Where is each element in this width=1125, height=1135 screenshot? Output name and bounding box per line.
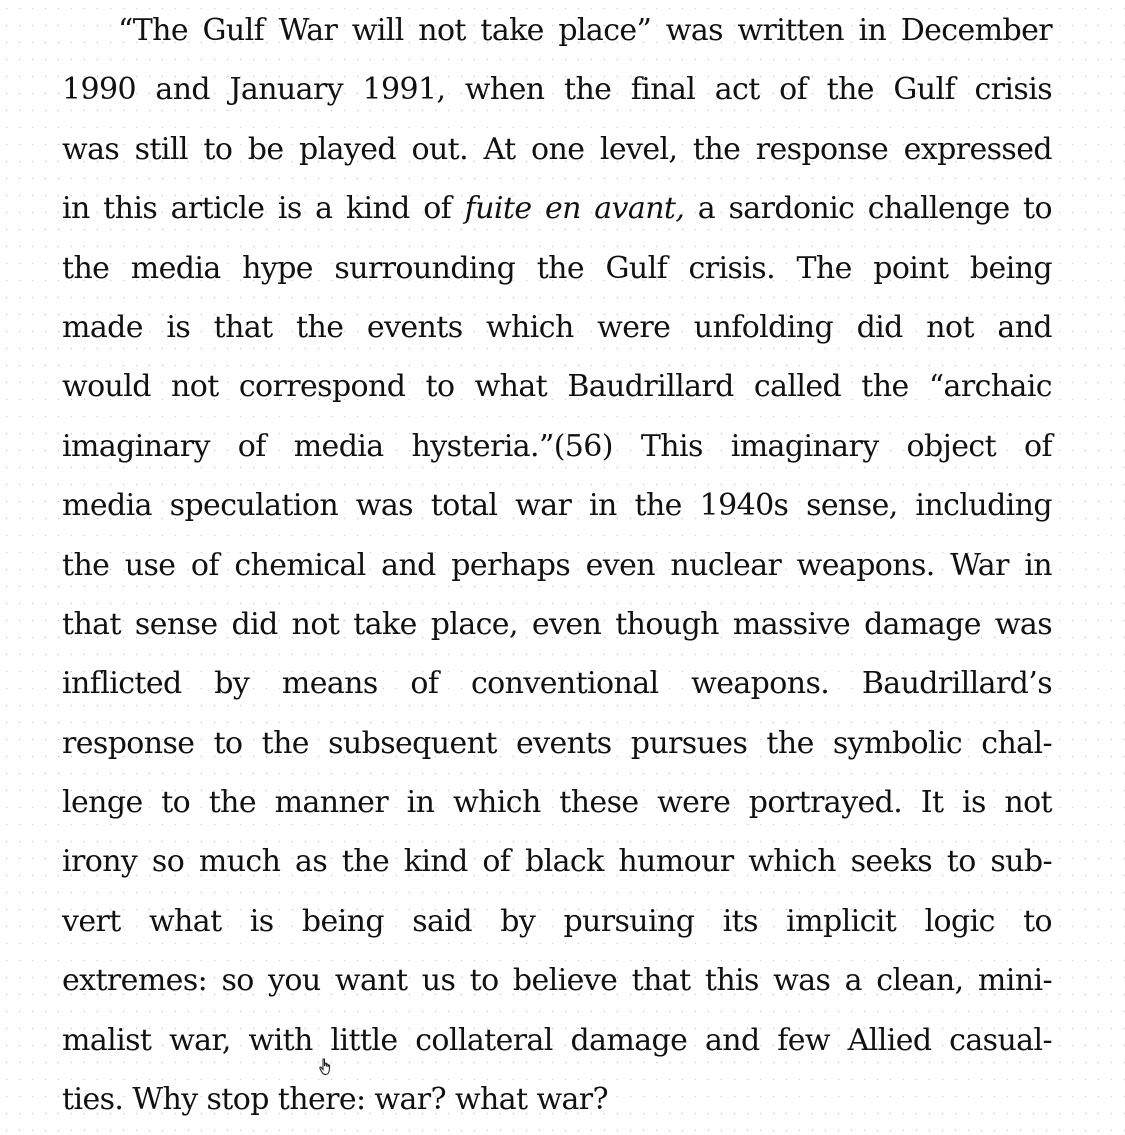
text-line: media speculation was total war in the 1940s sense, including <box>62 488 1052 524</box>
text-line: would not correspond to what Baudrillard called the “archaic <box>62 369 1052 405</box>
text-line: that sense did not take place, even though massive damage was <box>62 606 1052 642</box>
text-line: was still to be played out. At one level, the response expressed <box>62 131 1052 167</box>
text-line: vert what is being said by pursuing its implicit logic to <box>62 903 1052 939</box>
text-line: malist war, with little collateral damage and few Allied casual- <box>62 1022 1052 1058</box>
italic-phrase: fuite en avant, <box>464 191 685 227</box>
text-line: lenge to the manner in which these were portrayed. It is not <box>62 785 1052 821</box>
text-line: response to the subsequent events pursues the symbolic chal- <box>62 725 1052 761</box>
text-line: extremes: so you want us to believe that this was a clean, mini- <box>62 963 1052 999</box>
text-segment: in this article is a kind of <box>62 191 465 227</box>
text-line: 1990 and January 1991, when the final act of the Gulf crisis <box>62 72 1052 108</box>
body-paragraph <box>62 4 1052 1132</box>
text-line: made is that the events which were unfolding did not and <box>62 309 1052 345</box>
text-line: inflicted by means of conventional weapons. Baudrillard’s <box>62 666 1052 702</box>
text-line <box>62 182 1052 241</box>
text-line: ties. Why stop there: war? what war? <box>62 1082 609 1118</box>
text-line: the media hype surrounding the Gulf crisis. The point being <box>62 250 1052 286</box>
text-line: imaginary of media hysteria.”(56) This imaginary object of <box>62 428 1052 464</box>
text-line: irony so much as the kind of black humour which seeks to sub- <box>62 844 1052 880</box>
text-line: “The Gulf War will not take place” was written in December <box>118 13 1052 48</box>
hand-pointer-icon <box>318 1058 332 1076</box>
text-line: the use of chemical and perhaps even nuclear weapons. War in <box>62 547 1052 583</box>
text-segment: a sardonic challenge to <box>684 191 1052 227</box>
